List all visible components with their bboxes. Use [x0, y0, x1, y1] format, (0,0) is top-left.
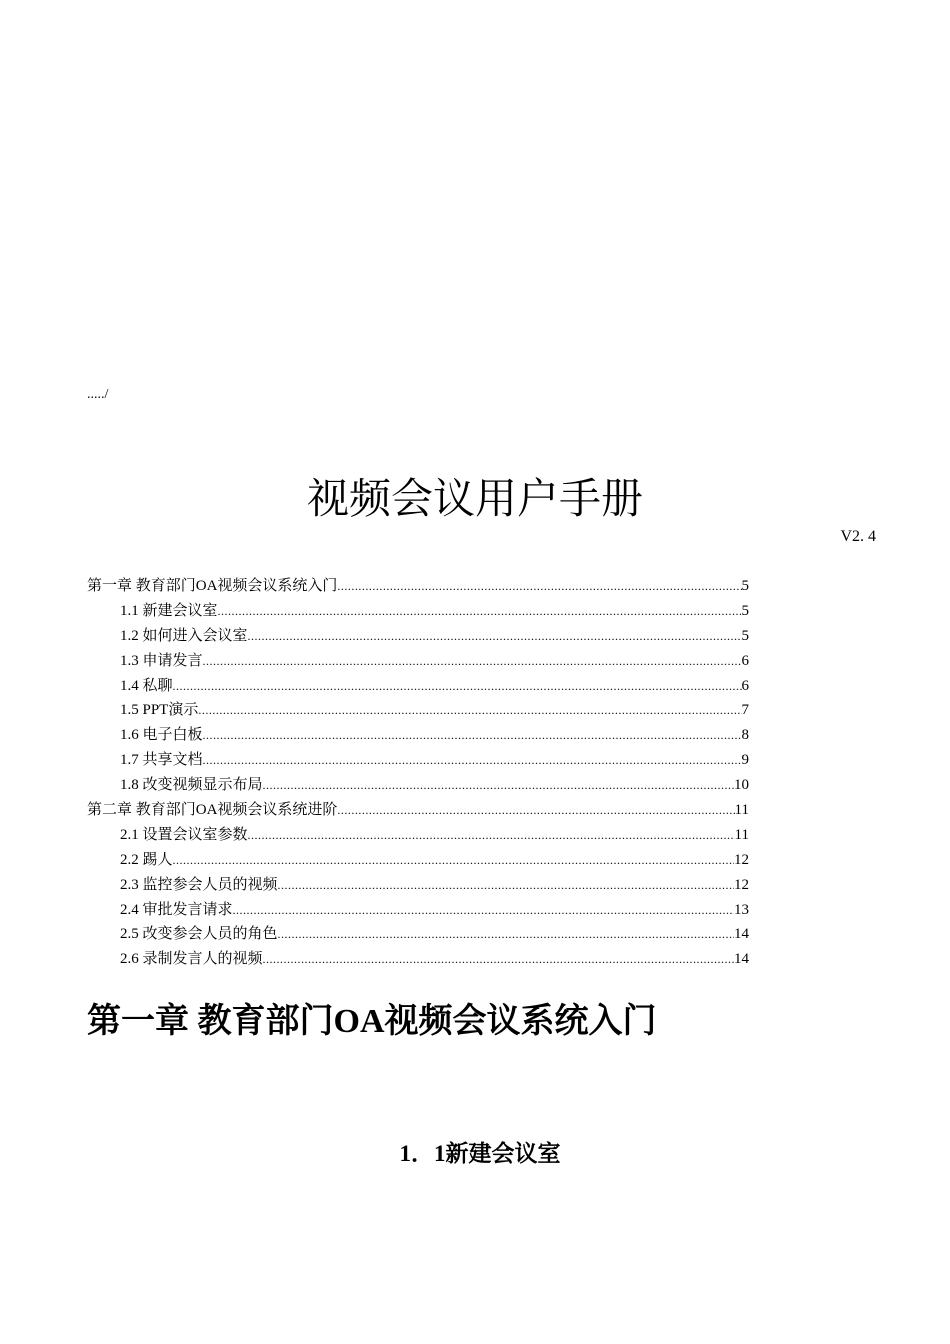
- toc-entry[interactable]: [87, 924, 749, 949]
- toc-entry-page-number: 14: [734, 926, 749, 943]
- toc-entry-page-number: 6: [741, 652, 749, 669]
- toc-entry-page-number: 9: [741, 752, 749, 769]
- toc-entry-label: 1.2 如何进入会议室: [120, 627, 248, 644]
- toc-dot-leader: [233, 900, 734, 920]
- toc-entry-page-number: 10: [734, 777, 749, 794]
- toc-entry[interactable]: [87, 949, 749, 974]
- toc-dot-leader: [203, 725, 742, 745]
- toc-dot-leader: [278, 875, 734, 895]
- toc-entry-page-number: 11: [734, 826, 749, 843]
- toc-entry[interactable]: [87, 850, 749, 875]
- toc-entry-label: 1.4 私聊: [120, 677, 173, 694]
- toc-entry-label: 2.4 审批发言请求: [120, 901, 233, 918]
- toc-entry[interactable]: [87, 900, 749, 925]
- toc-entry-label: 2.3 监控参会人员的视频: [120, 876, 278, 893]
- toc-dot-leader: [278, 924, 734, 944]
- toc-entry-label: 1.6 电子白板: [120, 727, 203, 744]
- toc-entry-page-number: 5: [741, 578, 749, 594]
- table-of-contents: [87, 576, 749, 974]
- toc-entry[interactable]: [87, 800, 749, 825]
- toc-entry-page-number: 12: [734, 876, 749, 893]
- toc-entry-label: 1.1 新建会议室: [120, 602, 218, 619]
- toc-entry[interactable]: [87, 651, 749, 676]
- chapter-heading: 第一章 教育部门OA视频会议系统入门: [87, 1003, 657, 1040]
- toc-entry-label: 2.6 录制发言人的视频: [120, 951, 263, 968]
- toc-entry[interactable]: [87, 875, 749, 900]
- toc-dot-leader: [198, 700, 741, 720]
- toc-entry[interactable]: [87, 700, 749, 725]
- toc-entry[interactable]: [87, 601, 749, 626]
- header-marker: ...../: [87, 387, 109, 402]
- toc-dot-leader: [263, 949, 734, 969]
- toc-entry[interactable]: [87, 676, 749, 701]
- toc-dot-leader: [218, 601, 742, 621]
- toc-entry-label: 1.8 改变视频显示布局: [120, 777, 263, 794]
- toc-entry-page-number: 13: [734, 901, 749, 918]
- document-version: V2. 4: [840, 528, 876, 545]
- toc-dot-leader: [337, 800, 734, 820]
- toc-entry-label: 1.3 申请发言: [120, 652, 203, 669]
- toc-entry[interactable]: [87, 576, 749, 601]
- toc-entry-label: 1.5 PPT演示: [120, 702, 199, 719]
- toc-entry-label: 2.1 设置会议室参数: [120, 826, 248, 843]
- toc-entry-label: 第二章 教育部门OA视频会议系统进阶: [87, 802, 338, 819]
- toc-entry-label: 第一章 教育部门OA视频会议系统入门: [87, 578, 338, 594]
- toc-entry-page-number: 5: [741, 602, 749, 619]
- toc-entry[interactable]: [87, 626, 749, 651]
- toc-entry-label: 2.2 踢人: [120, 851, 173, 868]
- toc-dot-leader: [337, 576, 741, 596]
- toc-dot-leader: [248, 825, 735, 845]
- toc-entry[interactable]: [87, 825, 749, 850]
- toc-entry-label: 1.7 共享文档: [120, 752, 203, 769]
- toc-dot-leader: [203, 651, 742, 671]
- toc-entry-page-number: 6: [741, 677, 749, 694]
- toc-entry-page-number: 14: [734, 951, 749, 968]
- toc-dot-leader: [263, 775, 734, 795]
- toc-entry[interactable]: [87, 775, 749, 800]
- toc-entry-page-number: 12: [734, 851, 749, 868]
- toc-dot-leader: [203, 750, 742, 770]
- toc-dot-leader: [173, 850, 734, 870]
- toc-entry-page-number: 5: [741, 627, 749, 644]
- toc-entry[interactable]: [87, 725, 749, 750]
- section-heading: 1．1新建会议室: [399, 1141, 561, 1166]
- toc-entry-page-number: 11: [734, 802, 749, 819]
- toc-dot-leader: [248, 626, 742, 646]
- toc-entry-label: 2.5 改变参会人员的角色: [120, 926, 278, 943]
- toc-entry-page-number: 7: [741, 702, 749, 719]
- toc-entry-page-number: 8: [741, 727, 749, 744]
- toc-entry[interactable]: [87, 750, 749, 775]
- document-title: 视频会议用户手册: [306, 477, 643, 523]
- toc-dot-leader: [173, 676, 742, 696]
